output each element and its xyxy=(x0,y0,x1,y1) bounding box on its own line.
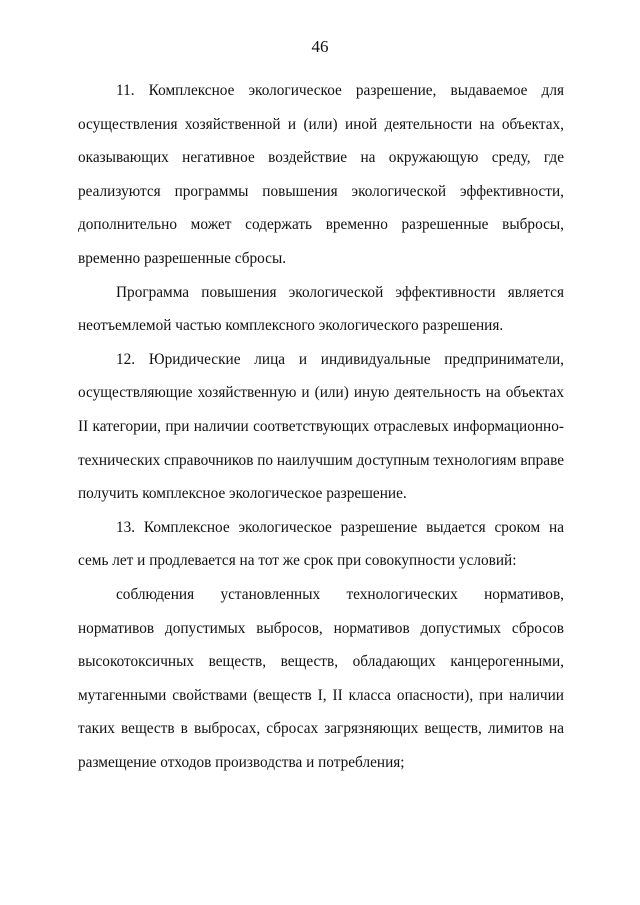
paragraph-11: 11. Комплексное экологическое разрешение, выдаваемое для осуществления хозяйственной и (или) иной деятельности на объектах, оказывающих негативное воздействие на окружающую среду, где реализуются программы повышения экологической эффективности, дополнительно может содержать временно разрешенные выбросы, временно разрешенные сбросы. xyxy=(78,82,564,267)
paragraph-conditions: соблюдения установленных технологических нормативов, нормативов допустимых выбросов, нормативов допустимых сбросов высокотоксичных веществ, веществ, обладающих канцерогенными, мутагенными свойствами (веществ I, II класса опасности), при наличии таких веществ в выбросах, сбросах загрязняющих веществ, лимитов на размещение отходов производства и потребления; xyxy=(78,585,564,771)
paragraph-12: 12. Юридические лица и индивидуальные предприниматели, осуществляющие хозяйственную и (или) иную деятельность на объектах II категории, при наличии соответствующих отраслевых информационно-технических справочников по наилучшим доступным технологиям вправе получить комплексное экологическое разрешение. xyxy=(78,350,564,503)
paragraph-13: 13. Комплексное экологическое разрешение выдается сроком на семь лет и продлевается на тот же срок при совокупности условий: xyxy=(78,518,564,570)
document-body xyxy=(78,74,564,779)
page-number: 46 xyxy=(311,37,329,56)
paragraph-program: Программа повышения экологической эффективности является неотъемлемой частью комплексного экологического разрешения. xyxy=(78,283,564,335)
